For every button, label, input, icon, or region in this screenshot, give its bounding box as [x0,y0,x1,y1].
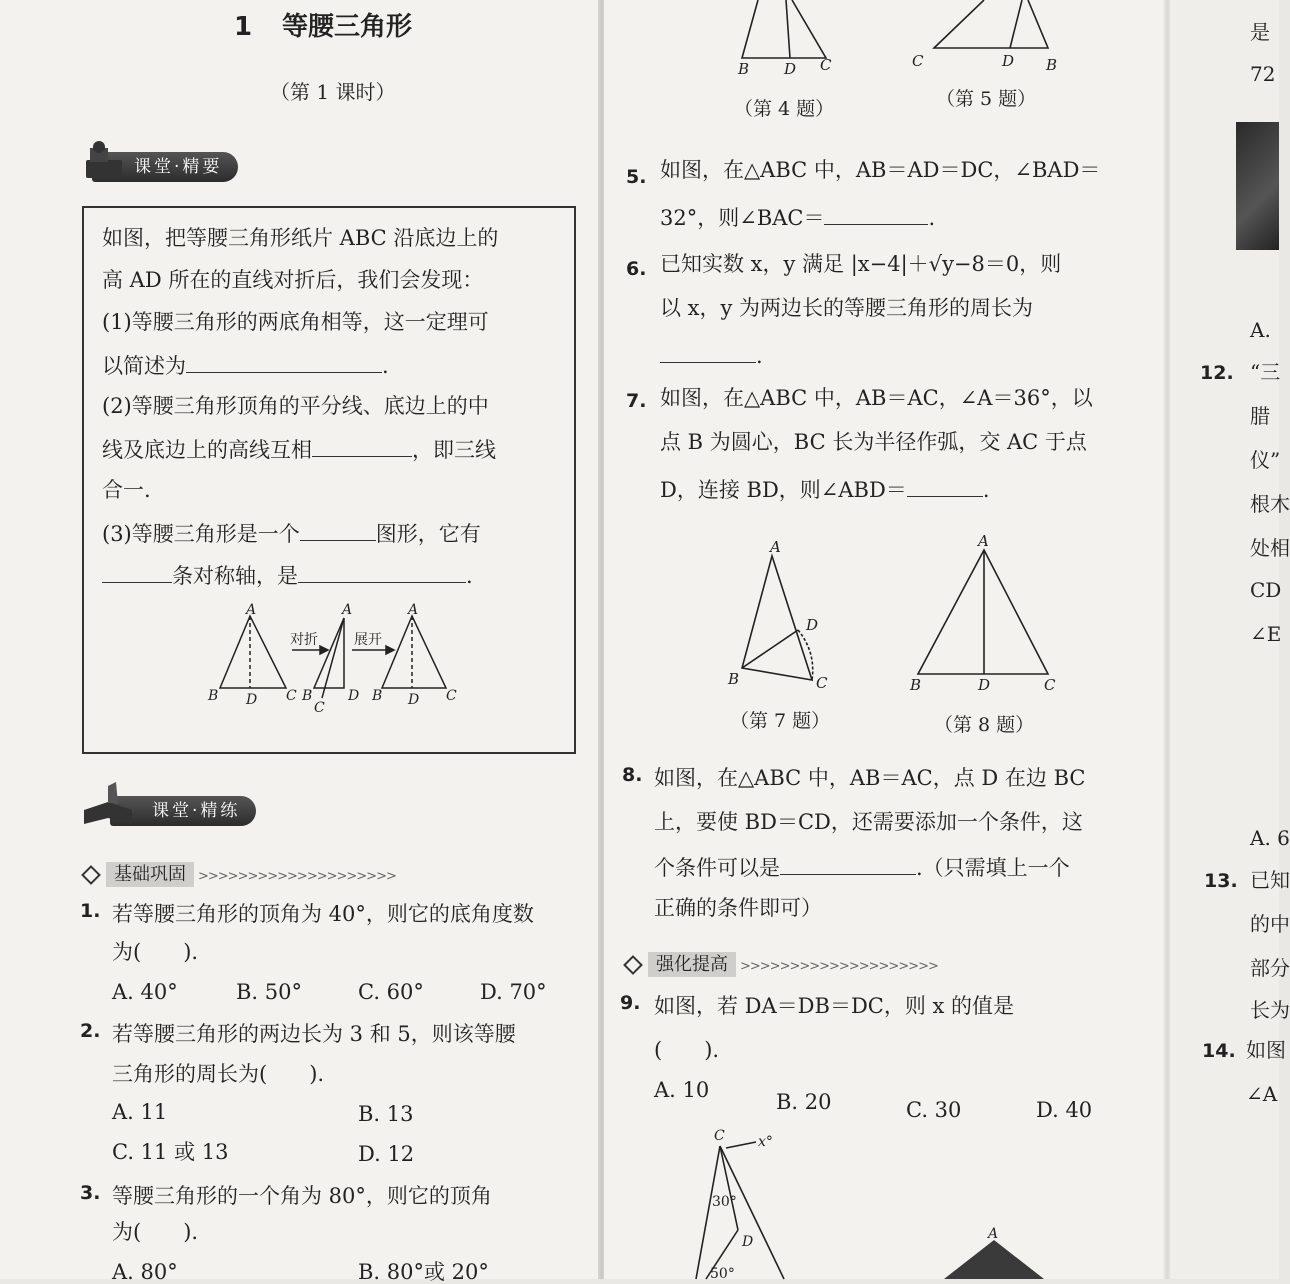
q1-line-1: 若等腰三角形的顶角为 40°，则它的底角度数 [112,902,534,926]
fig-label-d: D [408,692,420,708]
fig5-label-c: C [912,52,924,70]
box-line-5: (2)等腰三角形顶角的平分线、底边上的中 [102,394,489,418]
answer-blank[interactable] [824,206,928,225]
q8-line-2: 上，要使 BD＝CD，还需要添加一个条件，这 [654,810,1083,834]
box-line-4: 以简述为 . [102,354,389,378]
fig-label-a: A [342,602,353,618]
fold-label: 对折 [290,632,318,648]
photo [1236,122,1279,250]
fig5-label-d: D [1002,52,1015,70]
far-fragment: 根木 [1250,492,1290,516]
summary-box [82,206,576,754]
fig5-caption: （第 5 题） [936,88,1037,110]
diamond-icon [81,865,101,885]
fig9-label-c: C [714,1128,725,1144]
fig4-label-d: D [784,60,797,78]
far-fragment: A. 6 [1250,826,1290,850]
q2-line-2: 三角形的周长为( ). [112,1062,325,1086]
next-fig-label-a: A [988,1226,999,1242]
far-fragment: 部分 [1250,956,1290,980]
fig9-label-d: D [742,1234,754,1250]
fig7-label-b: B [728,670,740,688]
answer-blank[interactable] [312,438,412,457]
far-fragment: A. [1250,318,1271,342]
fig9-angle-50: 50° [710,1266,735,1282]
left-page [0,0,600,1284]
fig7-label-a: A [770,538,781,556]
box-line-1: 如图，把等腰三角形纸片 ABC 沿底边上的 [102,226,499,250]
fig8-label-c: C [1044,676,1056,694]
fig9-label-x: x° [758,1134,773,1150]
q2-number: 2. [80,1020,101,1042]
far-fragment: 腊 [1250,404,1270,428]
fig5-label-b: B [1046,56,1058,74]
q2-option-d[interactable]: D. 12 [358,1142,415,1166]
fig7-label-c: C [816,674,828,692]
q8-number: 8. [622,764,643,786]
fig-label-b: B [208,688,219,704]
far-q-number: 13. [1204,870,1238,892]
far-fragment: “三 [1250,360,1281,384]
answer-blank[interactable] [780,856,916,875]
q6-number: 6. [626,258,647,280]
q5-line-2: 32°，则∠BAC＝ . [660,206,936,230]
far-fragment: ∠A [1246,1082,1278,1106]
q2-option-b[interactable]: B. 13 [358,1102,414,1126]
q3-option-b[interactable]: B. 80°或 20° [358,1260,489,1284]
q5-number: 5. [626,166,647,188]
fig-label-b: B [372,688,383,704]
q6-line-3: . [660,344,763,367]
q9-line-1: 如图，若 DA＝DB＝DC，则 x 的值是 [654,994,1015,1018]
fig-label-b: B [302,688,313,704]
q2-option-a[interactable]: A. 11 [112,1100,168,1124]
answer-blank[interactable] [660,344,756,363]
far-fragment: CD [1250,578,1282,602]
fig-label-c: C [314,700,325,716]
banner-essentials-label: 课堂·精要 [134,157,223,177]
fig-label-d: D [348,688,360,704]
figure-7 [714,540,834,700]
fig-label-c: C [286,688,297,704]
figure-9 [684,1120,804,1282]
fig8-label-a: A [978,532,989,550]
q1-number: 1. [80,900,101,922]
answer-blank[interactable] [102,564,172,583]
fig4-caption: （第 4 题） [734,98,835,120]
box-line-8: (3)等腰三角形是一个 图形，它有 [102,522,481,546]
q1-line-2: 为( ). [112,940,199,964]
q1-option-d[interactable]: D. 70° [480,980,547,1004]
fold-figure [202,604,462,714]
q3-option-a[interactable]: A. 80° [112,1260,178,1284]
answer-blank[interactable] [907,478,983,497]
far-right-page [1170,0,1290,1279]
q3-line-2: 为( ). [112,1220,199,1244]
subhead-advanced-label: 强化提高 [648,952,736,977]
subhead-basic-label: 基础巩固 [106,862,194,887]
next-figure [934,1226,1054,1279]
q8-line-1: 如图，在△ABC 中，AB＝AC，点 D 在边 BC [654,766,1086,790]
fig8-label-d: D [978,676,991,694]
fig8-label-b: B [910,676,922,694]
fig-label-d: D [246,692,258,708]
far-q-number: 14. [1202,1040,1236,1062]
far-fragment: 已知 [1250,868,1290,892]
q2-option-c[interactable]: C. 11 或 13 [112,1140,229,1164]
far-fragment: 处相 [1250,536,1290,560]
q9-option-d[interactable]: D. 40 [1036,1098,1093,1122]
q7-line-1: 如图，在△ABC 中，AB＝AC，∠A＝36°，以 [660,386,1093,410]
answer-blank[interactable] [298,564,466,583]
q7-number: 7. [626,390,647,412]
far-q-number: 12. [1200,362,1234,384]
q9-line-2: ( ). [654,1038,720,1062]
q8-line-3: 个条件可以是 .（只需填上一个 [654,856,1070,880]
subhead-advanced [626,950,938,976]
fig4-label-b: B [738,60,750,78]
q8-line-4: 正确的条件即可） [654,896,822,920]
far-fragment: 长为 [1250,998,1290,1022]
q6-line-1: 已知实数 x，y 满足 |x−4|＋√y−8＝0，则 [660,252,1062,276]
figure-5 [904,0,1064,80]
box-line-6: 线及底边上的高线互相 ，即三线 [102,438,496,462]
q6-line-2: 以 x，y 为两边长的等腰三角形的周长为 [660,296,1034,320]
q3-line-1: 等腰三角形的一个角为 80°，则它的顶角 [112,1184,492,1208]
q9-number: 9. [620,992,641,1014]
q9-option-b[interactable]: B. 20 [776,1090,832,1114]
box-line-3: (1)等腰三角形的两底角相等，这一定理可 [102,310,489,334]
box-line-7: 合一. [102,478,151,502]
far-fragment: 仪” [1250,448,1281,472]
q1-option-a[interactable]: A. 40° [112,980,178,1004]
far-fragment: 72 [1250,62,1276,86]
fig8-caption: （第 8 题） [934,714,1035,736]
lesson-label: （第 1 课时） [270,80,396,104]
box-line-2: 高 AD 所在的直线对折后，我们会发现： [102,268,484,292]
q2-line-1: 若等腰三角形的两边长为 3 和 5，则该等腰 [112,1022,516,1046]
fig7-caption: （第 7 题） [730,710,831,732]
q1-option-b[interactable]: B. 50° [236,980,303,1004]
right-page [604,0,1164,1282]
fig-label-c: C [446,688,457,704]
fig9-angle-30: 30° [712,1194,737,1210]
q7-line-2: 点 B 为圆心，BC 长为半径作弧，交 AC 于点 [660,430,1087,454]
fig4-label-c: C [820,56,832,74]
q9-option-a[interactable]: A. 10 [654,1078,710,1102]
far-fragment: 如图 [1246,1038,1286,1062]
open-book-icon [80,780,136,830]
figure-4 [734,0,844,80]
box-line-9: 条对称轴，是 . [102,564,473,587]
subhead-basic [84,860,396,886]
far-fragment: ∠E [1250,622,1282,646]
chevrons-icon: >>>>>>>>>>>>>>>>>>>> [198,869,396,884]
answer-blank[interactable] [300,522,376,541]
q5-line-1: 如图，在△ABC 中，AB＝AD＝DC，∠BAD＝ [660,158,1101,182]
figure-8 [900,530,1060,695]
diamond-icon [623,955,643,975]
fig-label-a: A [408,602,419,618]
q1-option-c[interactable]: C. 60° [358,980,424,1004]
banner-practice-label: 课堂·精练 [152,801,241,821]
fig-label-a: A [246,602,257,618]
q9-option-c[interactable]: C. 30 [906,1098,962,1122]
chevrons-icon: >>>>>>>>>>>>>>>>>>>> [740,959,938,974]
fig7-label-d: D [806,616,819,634]
section-number: 1 [234,12,253,42]
far-fragment: 是 [1250,20,1270,44]
section-title: 等腰三角形 [282,12,413,42]
answer-blank[interactable] [186,354,382,373]
book-icon [80,138,130,188]
far-fragment: 的中 [1250,912,1290,936]
q3-number: 3. [80,1182,101,1204]
q7-line-3: D，连接 BD，则∠ABD＝ . [660,478,990,502]
unfold-label: 展开 [354,632,382,648]
